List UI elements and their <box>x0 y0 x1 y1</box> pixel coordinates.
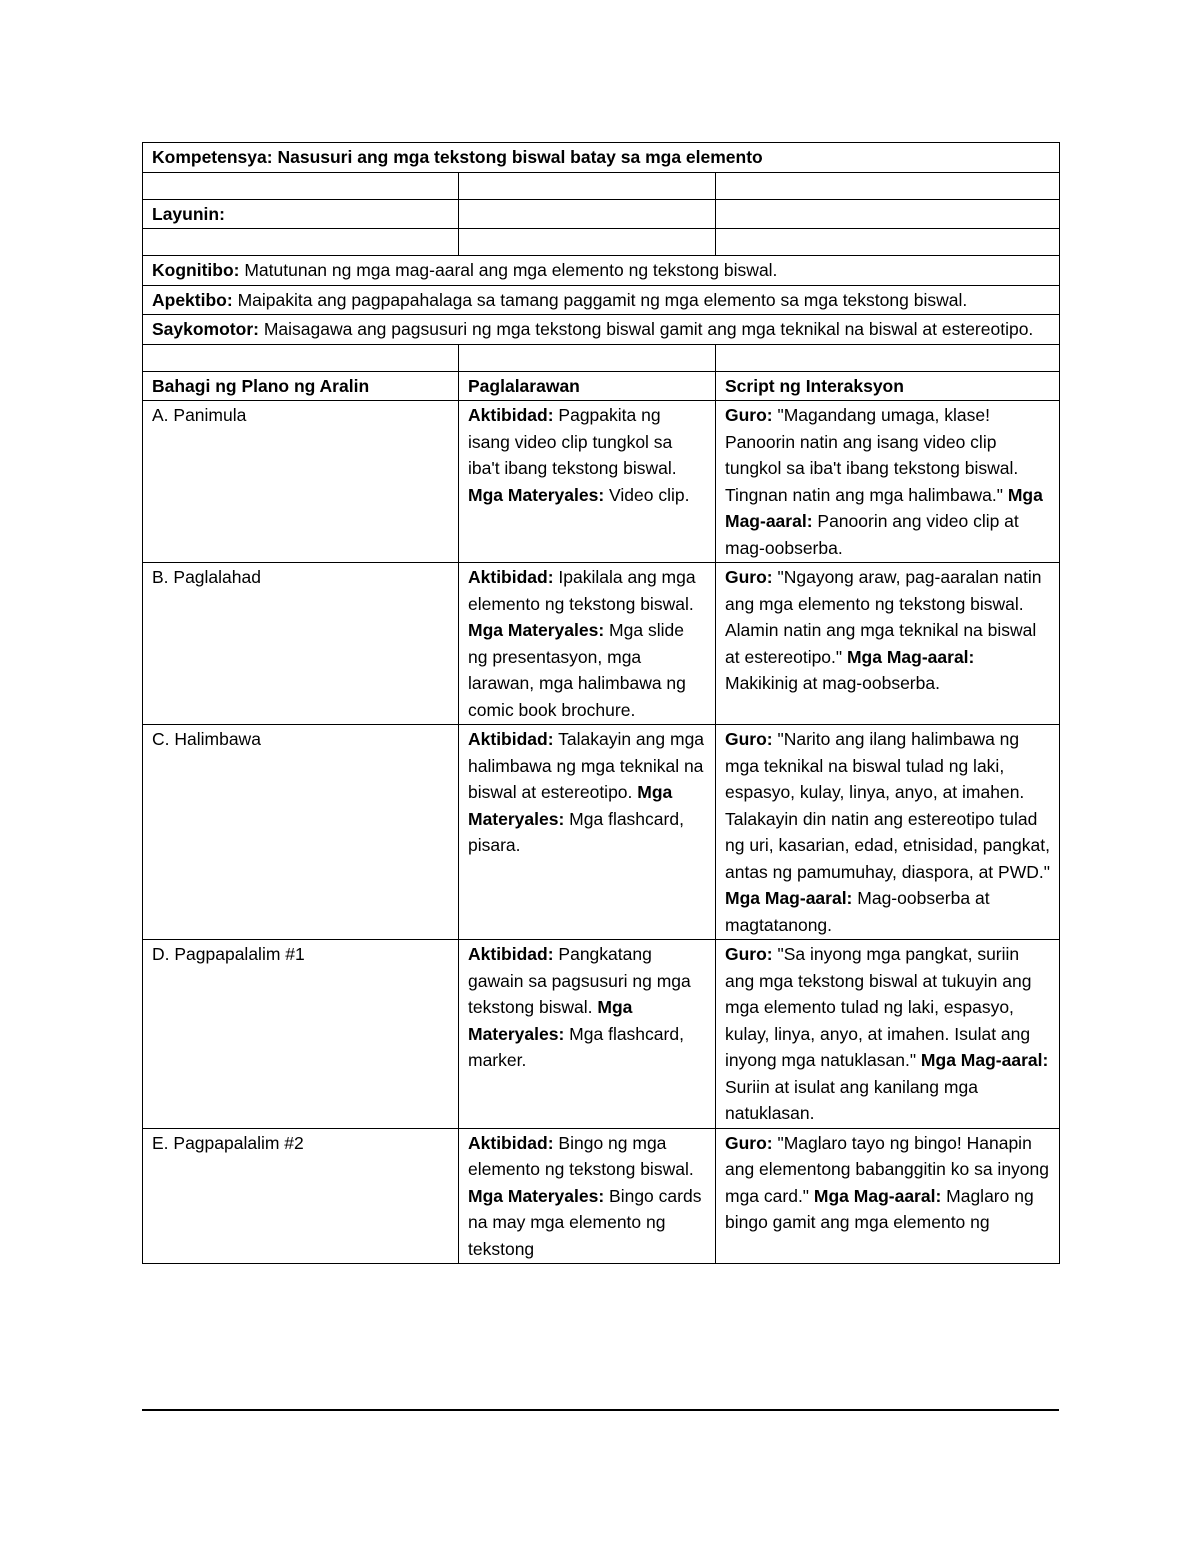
segment-label: Guro: <box>725 405 773 425</box>
segment-text: "Magandang umaga, klase! Panoorin natin ang isang video clip tungkol sa iba't ibang tekstong biswal. Tingnan natin ang mga halimbawa." <box>725 405 1019 505</box>
objective-text: Maisagawa ang pagsusuri ng mga tekstong biswal gamit ang mga teknikal na biswal at estereotipo. <box>258 319 1034 339</box>
blank-row <box>143 229 1060 256</box>
part-cell: D. Pagpapalalim #1 <box>143 940 459 1129</box>
segment-text: Pangkatang gawain sa pagsusuri ng mga tekstong biswal. <box>468 944 691 1017</box>
segment-label: Guro: <box>725 1132 773 1153</box>
objective-row-kognitibo <box>143 256 1060 286</box>
table-row <box>143 725 1060 940</box>
table-row <box>143 563 1060 725</box>
segment-label: Mga Mag-aaral: <box>813 1185 942 1206</box>
segment-text: Maglaro ng bingo gamit ang mga elemento ng <box>725 1185 1034 1232</box>
kompetensya-cell <box>143 143 1060 173</box>
blank-row <box>143 172 1060 199</box>
script-cell <box>716 563 1060 725</box>
kompetensya-label: Kompetensya: <box>152 147 273 167</box>
segment-text: Mga slide ng presentasyon, mga larawan, mga halimbawa ng comic book brochure. <box>468 620 686 720</box>
segment-label: Guro: <box>725 567 773 587</box>
segment-label: Aktibidad: <box>468 405 554 425</box>
part-cell: B. Paglalahad <box>143 563 459 725</box>
segment-label: Guro: <box>725 729 773 749</box>
segment-text: "Sa inyong mga pangkat, suriin ang mga tekstong biswal at tukuyin ang mga elemento tulad ng laki, espasyo, kulay, linya, anyo, at imahen. Isulat ang inyong mga natuklasan." <box>725 944 1032 1070</box>
segment-label: Mga Materyales: <box>468 782 673 829</box>
segment-text: "Maglaro tayo ng bingo! Hanapin ang elementong babanggitin ko sa inyong mga card." <box>725 1132 1049 1206</box>
objective-label: Saykomotor: <box>152 319 259 339</box>
layunin-label: Layunin: <box>152 203 225 224</box>
part-cell: E. Pagpapalalim #2 <box>143 1128 459 1264</box>
segment-text: Mag-oobserba at magtatanong. <box>725 888 990 935</box>
segment-text: Panoorin ang video clip at mag-oobserba. <box>725 511 1019 558</box>
segment-text: Mga flashcard, marker. <box>468 1023 684 1070</box>
objective-label: Kognitibo: <box>152 260 240 280</box>
segment-label: Aktibidad: <box>468 567 554 587</box>
script-cell <box>716 1128 1060 1264</box>
page-bottom-margin <box>142 1410 1059 1553</box>
segment-label: Mga Materyales: <box>468 484 605 505</box>
kompetensya-row <box>143 143 1060 173</box>
objective-row-saykomotor <box>143 315 1060 345</box>
layunin-row <box>143 199 1060 229</box>
column-header-script: Script ng Interaksyon <box>716 371 1060 401</box>
script-cell <box>716 940 1060 1129</box>
segment-label: Mga Mag-aaral: <box>725 888 853 908</box>
description-cell <box>459 563 716 725</box>
segment-text: Makikinig at mag-oobserba. <box>725 673 940 693</box>
segment-label: Aktibidad: <box>468 944 554 964</box>
table-row <box>143 940 1060 1129</box>
segment-label: Mga Materyales: <box>468 997 633 1044</box>
table-row <box>143 1128 1060 1264</box>
segment-text: Bingo ng mga elemento ng tekstong biswal. <box>468 1132 694 1179</box>
blank-row <box>143 344 1060 371</box>
part-cell: A. Panimula <box>143 401 459 563</box>
segment-text: Bingo cards na may mga elemento ng tekstong <box>468 1185 702 1259</box>
segment-text: "Ngayong araw, pag-aaralan natin ang mga elemento ng tekstong biswal. Alamin natin ang mga teknikal na biswal at estereotipo." <box>725 567 1042 667</box>
part-cell: C. Halimbawa <box>143 725 459 940</box>
objective-row-apektibo <box>143 285 1060 315</box>
segment-label: Aktibidad: <box>468 729 554 749</box>
segment-text: "Narito ang ilang halimbawa ng mga teknikal na biswal tulad ng laki, espasyo, kulay, linya, anyo, at imahen. Talakayin din natin ang estereotipo tulad ng uri, kasarian, edad, etnisidad, pangkat, antas ng pamumuhay, diaspora, at PWD." <box>725 729 1050 882</box>
segment-label: Mga Materyales: <box>468 620 605 640</box>
description-cell <box>459 401 716 563</box>
table-bottom-border <box>142 1409 1059 1411</box>
objective-text: Matutunan ng mga mag-aaral ang mga elemento ng tekstong biswal. <box>239 260 778 280</box>
segment-text: Suriin at isulat ang kanilang mga natuklasan. <box>725 1076 978 1123</box>
lesson-plan-table <box>142 142 1060 1264</box>
column-header-paglalarawan: Paglalarawan <box>459 371 716 401</box>
kompetensya-text: Nasusuri ang mga tekstong biswal batay sa mga elemento <box>277 147 763 167</box>
objective-label: Apektibo: <box>152 289 233 310</box>
segment-label: Guro: <box>725 944 773 964</box>
script-cell <box>716 725 1060 940</box>
segment-label: Mga Materyales: <box>468 1185 605 1206</box>
segment-text: Pagpakita ng isang video clip tungkol sa iba't ibang tekstong biswal. <box>468 405 677 478</box>
description-cell <box>459 1128 716 1264</box>
segment-label: Mga Mag-aaral: <box>846 646 975 667</box>
segment-label: Mga Mag-aaral: <box>920 1050 1049 1070</box>
table-header-row <box>143 371 1060 401</box>
segment-text: Video clip. <box>604 484 690 505</box>
objective-text: Maipakita ang pagpapahalaga sa tamang paggamit ng mga elemento sa mga tekstong biswal. <box>232 289 968 310</box>
description-cell <box>459 725 716 940</box>
segment-label: Mga Mag-aaral: <box>725 484 1043 531</box>
layunin-cell <box>143 199 459 229</box>
segment-text: Talakayin ang mga halimbawa ng mga teknikal na biswal at estereotipo. <box>468 729 705 802</box>
table-row <box>143 401 1060 563</box>
segment-text: Ipakilala ang mga elemento ng tekstong biswal. <box>468 567 696 614</box>
segment-label: Aktibidad: <box>468 1132 554 1153</box>
description-cell <box>459 940 716 1129</box>
script-cell <box>716 401 1060 563</box>
lesson-rows <box>143 401 1060 1264</box>
column-header-bahagi: Bahagi ng Plano ng Aralin <box>143 371 459 401</box>
segment-text: Mga flashcard, pisara. <box>468 808 684 855</box>
